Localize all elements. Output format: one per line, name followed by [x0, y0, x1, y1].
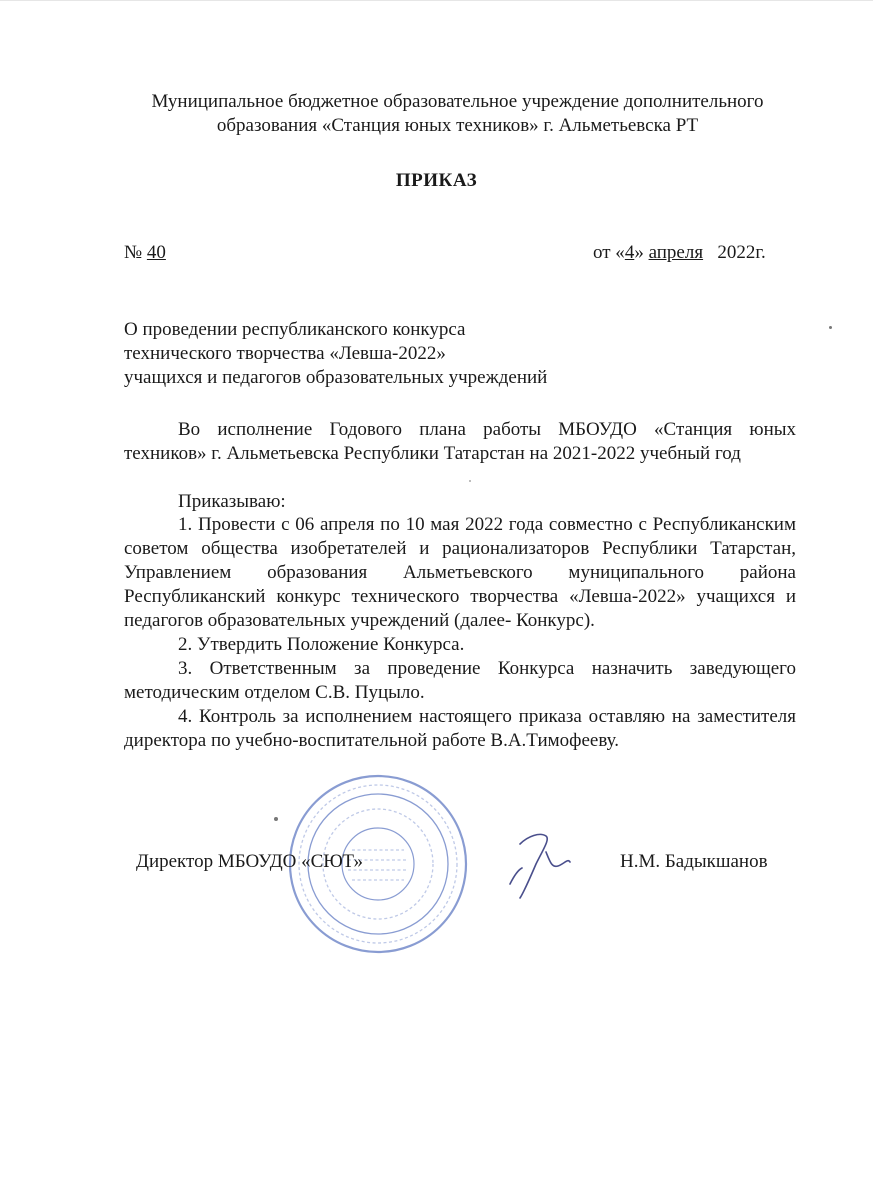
order-number	[124, 241, 166, 265]
preamble-block	[124, 418, 796, 466]
order-number-prefix: №	[124, 242, 147, 263]
subject-line-2: технического творчества «Левша-2022»	[124, 343, 446, 364]
order-item: 1. Провести с 06 апреля по 10 мая 2022 года совместно с Республиканским советом общества изобретателей и рационализаторов Республики Татарстан, Управлением образования Альметьевского муниципального района Республиканский конкурс технического творчества «Левша-2022» учащихся и педагогов образовательных учреждений (далее- Конкурс).	[124, 514, 796, 631]
date-year: 2022г.	[703, 242, 766, 263]
date-day: 4	[624, 242, 635, 263]
organization-line-1: Муниципальное бюджетное образовательное учреждение дополнительного	[151, 91, 764, 112]
document-title: ПРИКАЗ	[395, 170, 478, 191]
organization-line-2: образования «Станция юных техников» г. Альметьевска РТ	[216, 115, 699, 136]
preamble-text: Во исполнение Годового плана работы МБОУДО «Станция юных техников» г. Альметьевска Республики Татарстан на 2021-2022 учебный год	[124, 419, 796, 464]
order-item: 2. Утвердить Положение Конкурса.	[178, 634, 465, 655]
handwritten-signature	[506, 822, 576, 902]
order-item: 3. Ответственным за проведение Конкурса назначить заведующего методическим отделом С.В. Пуцыло.	[124, 658, 796, 703]
scan-speck	[274, 817, 278, 821]
order-items	[124, 513, 796, 753]
signature-stroke	[510, 834, 570, 898]
order-date	[593, 241, 766, 265]
signatory-name: Н.М. Бадыкшанов	[620, 851, 768, 872]
organization-header	[100, 90, 815, 138]
subject-line-1: О проведении республиканского конкурса	[124, 319, 466, 340]
directive-block	[124, 490, 796, 514]
order-number-value: 40	[146, 242, 166, 263]
scan-speck	[829, 326, 832, 329]
date-month: апреля	[648, 242, 704, 263]
subject-line-3: учащихся и педагогов образовательных учреждений	[124, 367, 548, 388]
directive-text: Приказываю:	[178, 491, 286, 512]
date-prefix: от «	[593, 242, 625, 263]
signatory-role: Директор МБОУДО «СЮТ»	[136, 851, 363, 872]
order-item: 4. Контроль за исполнением настоящего приказа оставляю на заместителя директора по учебно-воспитательной работе В.А.Тимофееву.	[124, 706, 796, 751]
date-mid: »	[634, 242, 649, 263]
order-subject	[124, 318, 644, 390]
scan-speck	[469, 480, 471, 482]
